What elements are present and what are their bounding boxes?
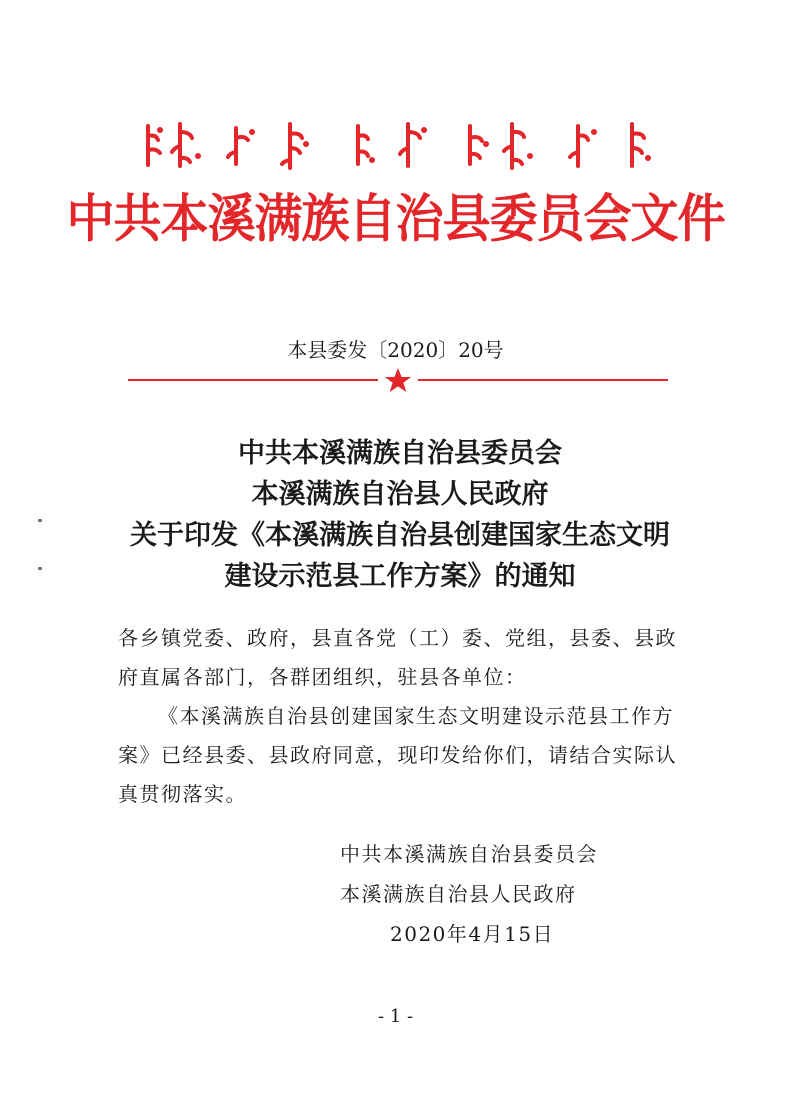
signature-date: 2020年4月15日 [390,922,555,946]
signature-org-1: 中共本溪满族自治县委员会 [340,842,598,866]
notice-title [110,433,690,597]
signature-org-2: 本溪满族自治县人民政府 [340,882,577,906]
notice-title-line: 建设示范县工作方案》的通知 [224,561,576,592]
recipients: 各乡镇党委、政府，县直各党（工）委、党组，县委、县政府直属各部门，各群团组织，驻县各单位： [118,626,677,689]
star-icon [385,368,411,392]
notice-title-line: 本溪满族自治县人民政府 [251,479,549,510]
signature-block [340,834,640,954]
notice-title-line: 关于印发《本溪满族自治县创建国家生态文明 [130,520,670,551]
notice-title-line: 中共本溪满族自治县委员会 [238,438,562,469]
body-paragraph: 《本溪满族自治县创建国家生态文明建设示范县工作方案》已经县委、县政府同意，现印发给你们，请结合实际认真贯彻落实。 [118,704,677,806]
margin-mark [38,567,42,570]
mongolian-script-header [140,118,660,173]
page-number: - 1 - [377,1006,414,1027]
body-text [118,619,678,814]
header-title: 中共本溪满族自治县委员会文件 [66,189,725,250]
margin-mark [38,519,42,522]
document-number: 本县委发〔2020〕20号 [287,338,504,362]
red-separator-with-star [128,366,668,396]
